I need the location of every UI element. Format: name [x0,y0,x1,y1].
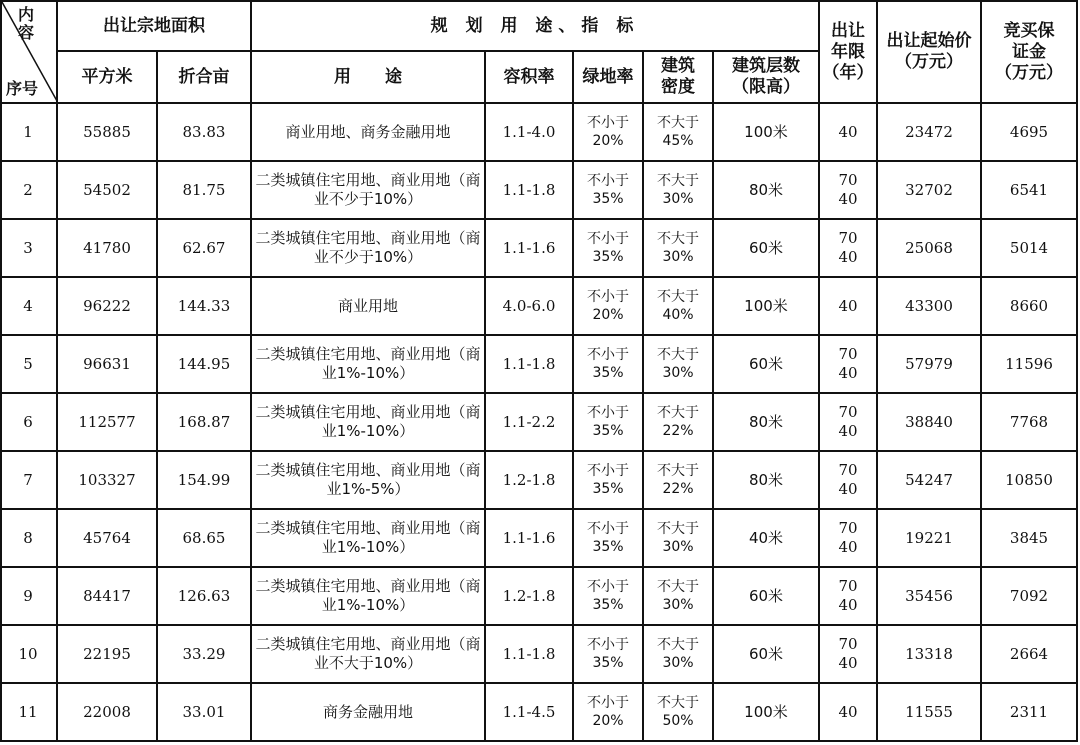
cell-no: 2 [23,180,33,199]
grid-hline [0,508,1078,510]
header-area-group: 出让宗地面积 [103,15,205,36]
cell-deposit: 4695 [1009,122,1049,141]
cell-price: 25068 [905,238,953,257]
cell-far: 4.0-6.0 [502,296,556,315]
header-price: 出让起始价 （万元） [886,31,972,72]
grid-hline [0,624,1078,626]
cell-height: 100米 [744,702,788,721]
cell-density: 不大于 22% [657,405,699,439]
cell-green: 不小于 35% [587,637,629,671]
cell-density: 不大于 30% [657,637,699,671]
cell-mu: 154.99 [177,470,231,489]
grid-hline [0,450,1078,452]
grid-vline [56,0,58,742]
cell-no: 6 [23,412,33,431]
cell-green: 不小于 35% [587,405,629,439]
cell-no: 5 [23,354,33,373]
cell-mu: 144.33 [177,296,231,315]
cell-term: 70 40 [838,577,858,614]
grid-vline [156,50,158,742]
cell-term: 40 [838,702,858,721]
grid-vline [712,50,714,742]
cell-use: 二类城镇住宅用地、商业用地（商业1%-10%） [255,345,481,382]
cell-use: 二类城镇住宅用地、商业用地（商业不少于10%） [255,171,481,208]
cell-use: 商业用地、商务金融用地 [285,122,451,141]
cell-mu: 144.95 [177,354,231,373]
cell-density: 不大于 30% [657,347,699,381]
cell-deposit: 2664 [1009,644,1049,663]
cell-far: 1.1-1.8 [502,180,556,199]
cell-use: 二类城镇住宅用地、商业用地（商业1%-10%） [255,403,481,440]
cell-use: 二类城镇住宅用地、商业用地（商业不少于10%） [255,229,481,266]
grid-vline [484,50,486,742]
cell-use: 二类城镇住宅用地、商业用地（商业1%-10%） [255,577,481,614]
cell-no: 4 [23,296,33,315]
cell-green: 不小于 35% [587,173,629,207]
cell-use: 商业用地 [337,296,398,315]
corner-header-content: 内 容 [18,5,35,42]
cell-density: 不大于 50% [657,695,699,729]
cell-deposit: 11596 [1005,354,1053,373]
cell-deposit: 6541 [1009,180,1049,199]
cell-no: 10 [18,644,38,663]
cell-height: 60米 [748,238,784,257]
cell-far: 1.1-1.8 [502,644,556,663]
cell-price: 35456 [905,586,953,605]
cell-term: 70 40 [838,345,858,382]
header-green: 绿地率 [582,66,634,87]
cell-price: 13318 [905,644,953,663]
cell-term: 70 40 [838,229,858,266]
grid-vline [642,50,644,742]
cell-mu: 33.01 [182,702,226,721]
grid-hline [0,276,1078,278]
grid-hline [0,0,1078,2]
grid-vline [572,50,574,742]
cell-far: 1.1-1.6 [502,238,556,257]
cell-use: 二类城镇住宅用地、商业用地（商业1%-10%） [255,519,481,556]
cell-green: 不小于 35% [587,579,629,613]
cell-green: 不小于 20% [587,115,629,149]
cell-density: 不大于 30% [657,173,699,207]
cell-mu: 126.63 [177,586,231,605]
cell-price: 19221 [905,528,953,547]
cell-mu: 81.75 [182,180,226,199]
cell-term: 70 40 [838,461,858,498]
header-use: 用 途 [334,66,402,87]
cell-no: 1 [23,122,33,141]
header-term: 出让 年限 （年） [822,20,874,83]
cell-sqm: 84417 [83,586,131,605]
cell-height: 80米 [748,470,784,489]
cell-far: 1.1-4.0 [502,122,556,141]
cell-far: 1.1-4.5 [502,702,556,721]
cell-price: 43300 [905,296,953,315]
cell-use: 二类城镇住宅用地、商业用地（商业1%-5%） [255,461,481,498]
cell-far: 1.1-1.8 [502,354,556,373]
cell-sqm: 103327 [78,470,136,489]
grid-vline [0,0,2,742]
cell-height: 60米 [748,644,784,663]
corner-header-index: 序号 [6,79,39,98]
header-far: 容积率 [503,66,555,87]
cell-green: 不小于 20% [587,289,629,323]
grid-vline [1076,0,1078,742]
cell-sqm: 55885 [83,122,131,141]
cell-no: 7 [23,470,33,489]
grid-hline [0,682,1078,684]
cell-sqm: 96222 [83,296,131,315]
cell-no: 9 [23,586,33,605]
cell-deposit: 10850 [1005,470,1053,489]
grid-hline [0,160,1078,162]
cell-green: 不小于 35% [587,463,629,497]
cell-price: 11555 [905,702,953,721]
cell-mu: 62.67 [182,238,226,257]
cell-deposit: 3845 [1009,528,1049,547]
cell-term: 40 [838,122,858,141]
cell-green: 不小于 35% [587,347,629,381]
cell-density: 不大于 30% [657,521,699,555]
cell-mu: 68.65 [182,528,226,547]
grid-hline [0,566,1078,568]
cell-sqm: 96631 [83,354,131,373]
cell-use: 二类城镇住宅用地、商业用地（商业不大于10%） [255,635,481,672]
grid-vline [818,0,820,742]
cell-price: 57979 [905,354,953,373]
cell-price: 23472 [905,122,953,141]
header-plan-group: 规 划 用 途、指 标 [430,15,640,36]
cell-density: 不大于 22% [657,463,699,497]
cell-term: 40 [838,296,858,315]
cell-mu: 83.83 [182,122,226,141]
cell-green: 不小于 20% [587,695,629,729]
cell-sqm: 22008 [83,702,131,721]
cell-green: 不小于 35% [587,231,629,265]
cell-height: 80米 [748,180,784,199]
cell-price: 32702 [905,180,953,199]
cell-price: 54247 [905,470,953,489]
cell-height: 100米 [744,122,788,141]
cell-no: 8 [23,528,33,547]
cell-height: 60米 [748,354,784,373]
cell-deposit: 7768 [1009,412,1049,431]
cell-density: 不大于 45% [657,115,699,149]
cell-height: 40米 [748,528,784,547]
grid-vline [980,0,982,742]
grid-hline [0,218,1078,220]
cell-far: 1.1-1.6 [502,528,556,547]
header-density: 建筑 密度 [661,56,695,97]
cell-sqm: 112577 [78,412,136,431]
cell-deposit: 7092 [1009,586,1049,605]
cell-no: 3 [23,238,33,257]
cell-deposit: 5014 [1009,238,1049,257]
cell-density: 不大于 30% [657,579,699,613]
cell-sqm: 41780 [83,238,131,257]
header-area-mu: 折合亩 [178,66,230,87]
grid-vline [250,0,252,742]
cell-height: 100米 [744,296,788,315]
cell-sqm: 45764 [83,528,131,547]
cell-far: 1.2-1.8 [502,586,556,605]
grid-vline [876,0,878,742]
grid-hline [0,102,1078,104]
grid-hline [0,334,1078,336]
cell-green: 不小于 35% [587,521,629,555]
cell-term: 70 40 [838,519,858,556]
cell-mu: 33.29 [182,644,226,663]
grid-hline [56,50,820,52]
cell-sqm: 22195 [83,644,131,663]
cell-term: 70 40 [838,403,858,440]
cell-deposit: 8660 [1009,296,1049,315]
cell-price: 38840 [905,412,953,431]
cell-use: 商务金融用地 [322,702,413,721]
cell-term: 70 40 [838,171,858,208]
cell-mu: 168.87 [177,412,231,431]
cell-deposit: 2311 [1009,702,1049,721]
header-area-sqm: 平方米 [81,66,133,87]
header-deposit: 竞买保 证金 （万元） [995,20,1063,83]
cell-height: 60米 [748,586,784,605]
cell-far: 1.1-2.2 [502,412,556,431]
cell-far: 1.2-1.8 [502,470,556,489]
grid-hline [0,392,1078,394]
header-height: 建筑层数 （限高） [732,56,800,97]
cell-term: 70 40 [838,635,858,672]
grid-hline [0,740,1078,742]
cell-height: 80米 [748,412,784,431]
cell-no: 11 [18,702,38,721]
cell-density: 不大于 30% [657,231,699,265]
cell-density: 不大于 40% [657,289,699,323]
cell-sqm: 54502 [83,180,131,199]
